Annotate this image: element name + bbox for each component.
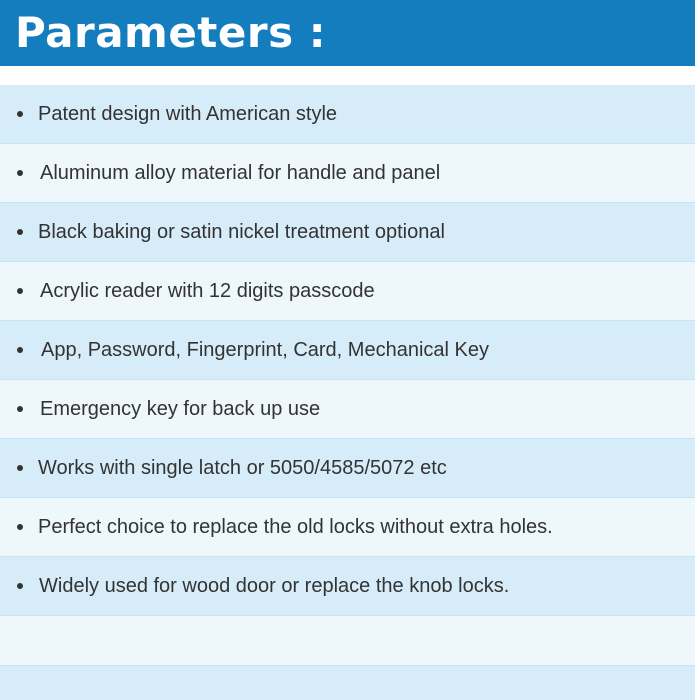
list-item-text: App, Password, Fingerprint, Card, Mechanical Key: [41, 338, 489, 361]
bullet-icon: [17, 465, 23, 471]
list-item: [0, 557, 695, 616]
list-item-text: Acrylic reader with 12 digits passcode: [40, 279, 375, 302]
empty-row: [0, 666, 695, 700]
bullet-icon: [17, 583, 23, 589]
empty-row: [0, 616, 695, 666]
parameters-list: [0, 85, 695, 700]
list-item-text: Perfect choice to replace the old locks without extra holes.: [38, 515, 553, 538]
bullet-icon: [17, 347, 23, 353]
list-item: [0, 144, 695, 203]
list-item-text: Widely used for wood door or replace the knob locks.: [39, 574, 510, 597]
bullet-icon: [17, 406, 23, 412]
bullet-icon: [17, 229, 23, 235]
header-banner: [0, 0, 695, 66]
page-title: Parameters :: [15, 8, 326, 57]
list-item: [0, 321, 695, 380]
bullet-icon: [17, 111, 23, 117]
list-item-text: Emergency key for back up use: [40, 397, 321, 420]
bullet-icon: [17, 288, 23, 294]
list-item: [0, 203, 695, 262]
list-item: [0, 439, 695, 498]
list-item: [0, 85, 695, 144]
list-item-text: Aluminum alloy material for handle and panel: [40, 161, 441, 184]
list-item: [0, 262, 695, 321]
list-item-text: Black baking or satin nickel treatment optional: [38, 220, 445, 243]
list-item-text: Patent design with American style: [38, 102, 338, 125]
bullet-icon: [17, 524, 23, 530]
list-item: [0, 498, 695, 557]
bullet-icon: [17, 170, 23, 176]
list-item-text: Works with single latch or 5050/4585/5072 etc: [38, 456, 447, 479]
list-item: [0, 380, 695, 439]
